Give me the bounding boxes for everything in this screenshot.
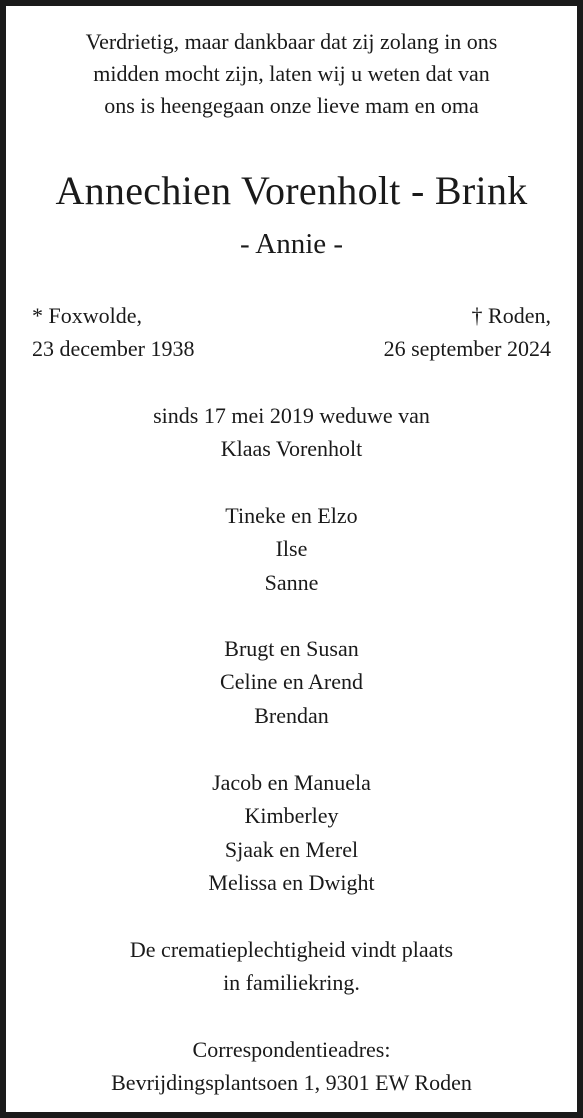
ceremony-line: in familiekring. [223, 970, 360, 996]
birth-date: 23 december 1938 [32, 336, 195, 361]
correspondence-block [6, 1033, 577, 1100]
ceremony-block [6, 933, 577, 1000]
birth-place: * Foxwolde, [32, 303, 142, 328]
family-member: Sanne [264, 569, 319, 595]
family-group-3 [6, 766, 577, 900]
family-member: Melissa en Dwight [208, 870, 375, 896]
death-info [384, 299, 551, 365]
family-member: Kimberley [244, 803, 339, 829]
spouse-line: sinds 17 mei 2019 weduwe van [153, 403, 430, 428]
spouse-name: Klaas Vorenholt [220, 436, 363, 462]
intro-line: midden mocht zijn, laten wij u weten dat van [93, 61, 490, 86]
death-place: † Roden, [471, 303, 551, 328]
family-member: Sjaak en Merel [224, 836, 359, 862]
family-member: Brendan [254, 702, 329, 728]
deceased-nickname: - Annie - [239, 228, 344, 260]
birth-info [32, 299, 195, 365]
family-member: Brugt en Susan [224, 636, 359, 661]
correspondence-label: Correspondentieadres: [192, 1037, 391, 1062]
correspondence-address: Bevrijdingsplantsoen 1, 9301 EW Roden [111, 1070, 472, 1096]
family-group-2 [6, 632, 577, 732]
deceased-name: Annechien Vorenholt - Brink [55, 168, 528, 213]
family-member: Tineke en Elzo [225, 503, 358, 528]
family-group-1 [6, 499, 577, 599]
death-date: 26 september 2024 [383, 336, 551, 361]
intro-text [6, 26, 577, 122]
family-member: Jacob en Manuela [212, 770, 371, 795]
family-member: Celine en Arend [220, 669, 363, 695]
ceremony-line: De crematieplechtigheid vindt plaats [129, 937, 454, 962]
intro-line: Verdrietig, maar dankbaar dat zij zolang in ons [85, 29, 498, 54]
family-member: Ilse [275, 536, 308, 562]
intro-line: ons is heengegaan onze lieve mam en oma [104, 93, 479, 118]
spouse-block [6, 399, 577, 466]
